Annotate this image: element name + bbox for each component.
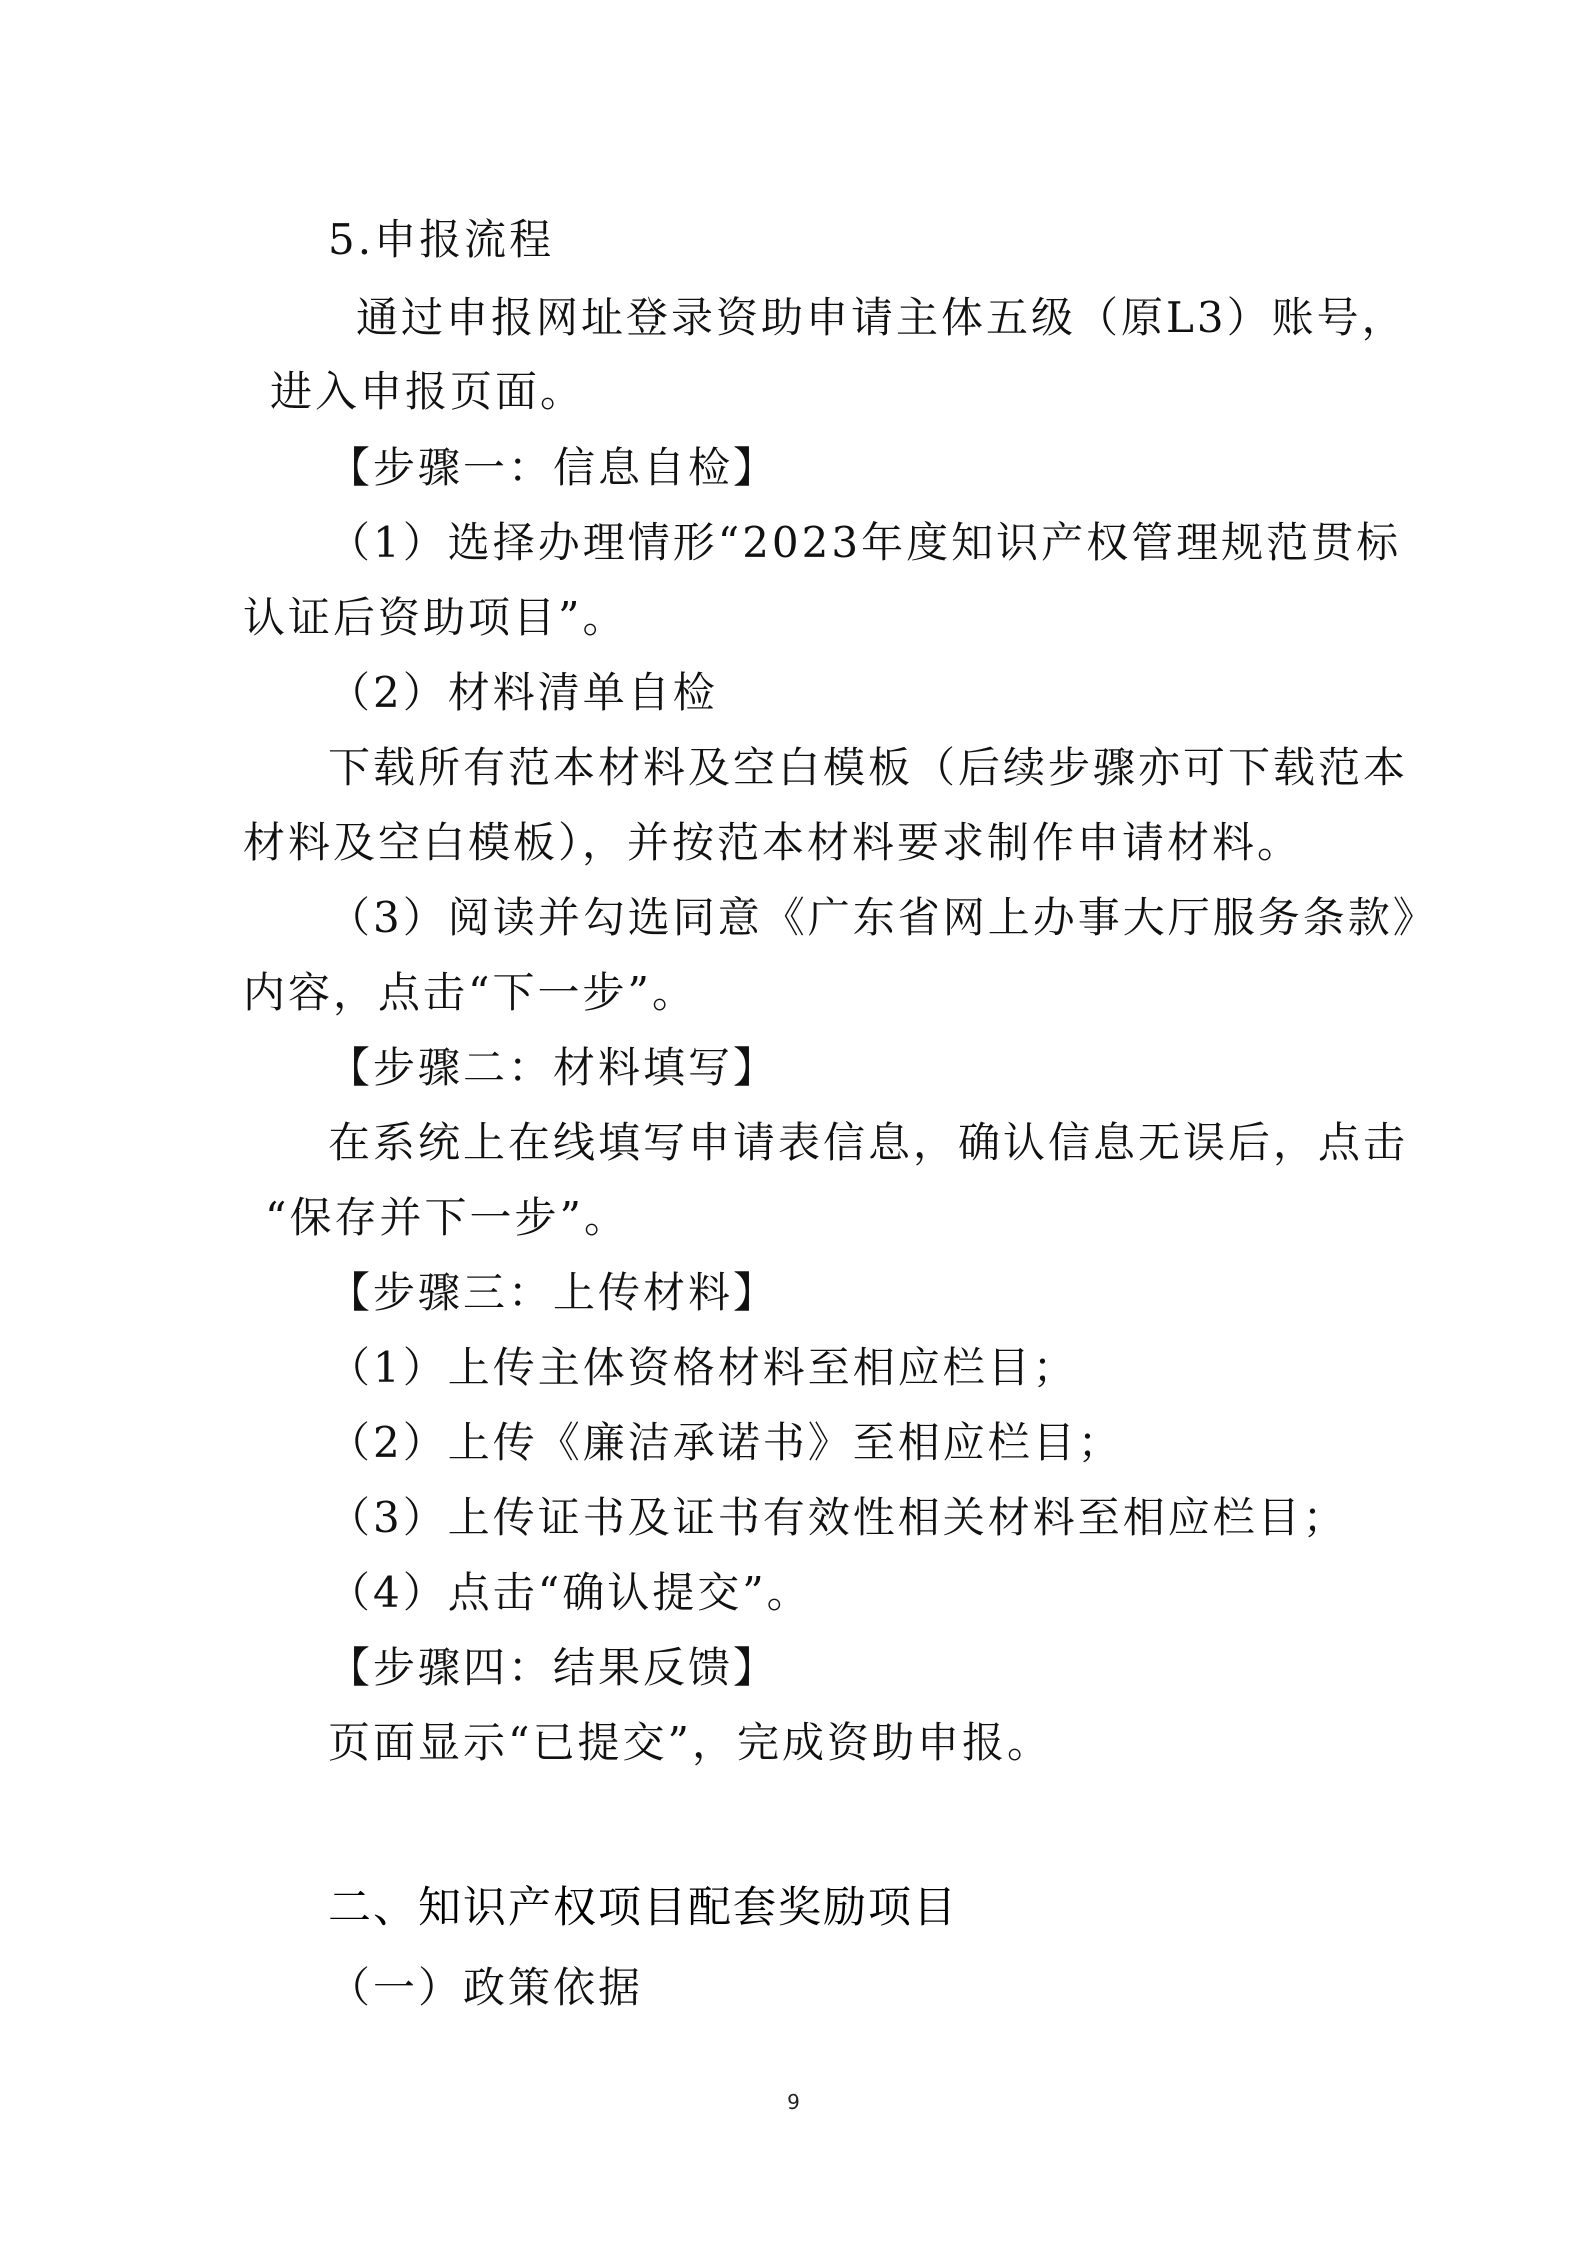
subsection-heading: （一）政策依据	[328, 1963, 644, 2012]
list-item: （2）上传《廉洁承诺书》至相应栏目；	[328, 1418, 1123, 1467]
step-title: 【步骤二：材料填写】	[328, 1043, 779, 1092]
paragraph-line: 材料及空白模板），并按范本材料要求制作申请材料。	[243, 818, 1303, 867]
paragraph-line: 进入申报页面。	[270, 367, 586, 416]
list-item: （3）阅读并勾选同意《广东省网上办事大厅服务条款》	[328, 893, 1438, 942]
page-number: 9	[787, 2090, 800, 2114]
list-item: 内容，点击“下一步”。	[243, 968, 697, 1017]
list-item: （1）上传主体资格材料至相应栏目；	[328, 1343, 1078, 1392]
paragraph-line: 通过申报网址登录资助申请主体五级（原L3）账号，	[356, 293, 1407, 342]
list-item: （1）选择办理情形“2023年度知识产权管理规范贯标	[328, 518, 1402, 567]
list-item: （3）上传证书及证书有效性相关材料至相应栏目；	[328, 1493, 1348, 1542]
step-title: 【步骤三：上传材料】	[328, 1268, 779, 1317]
paragraph-line: 下载所有范本材料及空白模板（后续步骤亦可下载范本	[328, 743, 1409, 792]
step-title: 【步骤一：信息自检】	[328, 443, 779, 492]
paragraph-line: 在系统上在线填写申请表信息，确认信息无误后，点击	[328, 1118, 1409, 1167]
list-item: （4）点击“确认提交”。	[328, 1568, 812, 1617]
step-title: 【步骤四：结果反馈】	[328, 1643, 779, 1692]
list-item: 认证后资助项目”。	[243, 593, 628, 642]
list-item: （2）材料清单自检	[328, 668, 718, 717]
section-heading: 二、知识产权项目配套奖励项目	[328, 1883, 958, 1933]
paragraph-line: “保存并下一步”。	[265, 1193, 629, 1242]
section-title: 5.申报流程	[328, 215, 555, 264]
paragraph-line: 页面显示“已提交”，完成资助申报。	[328, 1718, 1052, 1767]
